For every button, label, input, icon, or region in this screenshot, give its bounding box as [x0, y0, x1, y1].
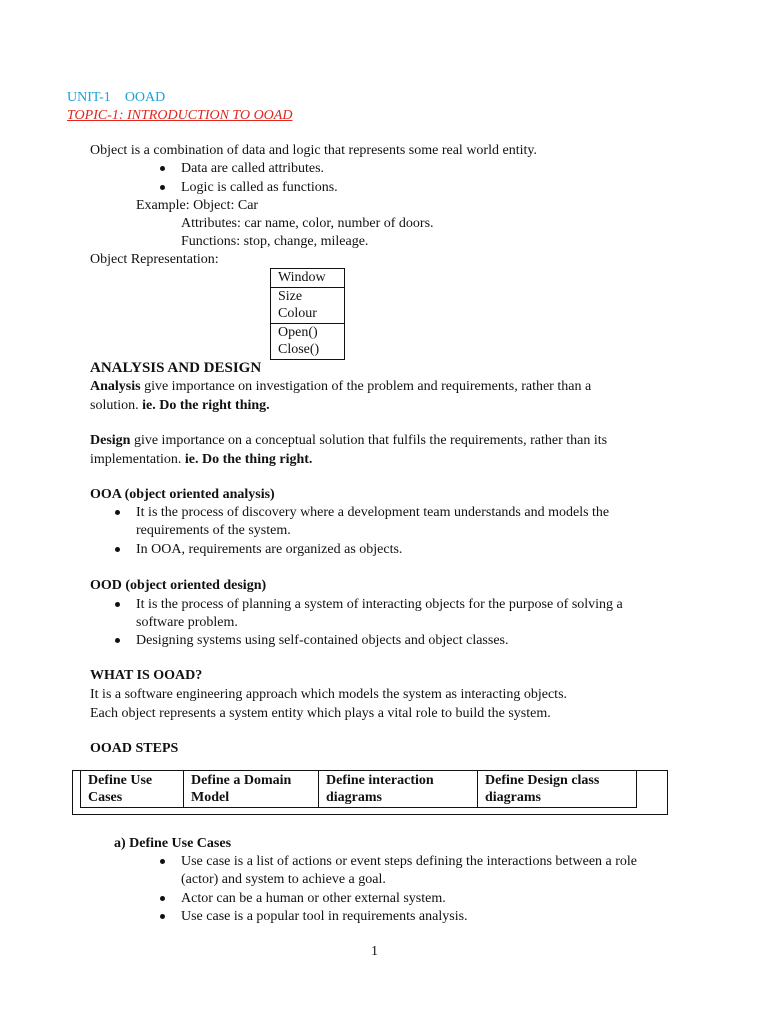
analysis-term: Analysis: [90, 379, 141, 394]
bullet-icon: [115, 638, 120, 643]
step-define-interaction-diagrams: [319, 771, 478, 808]
step-cell-line: Define a Domain: [191, 773, 292, 788]
object-bullet-attributes: Data are called attributes.: [181, 161, 325, 176]
design-term: Design: [90, 433, 131, 448]
analysis-design-heading: ANALYSIS AND DESIGN: [90, 360, 262, 376]
bullet-icon: [160, 914, 165, 919]
what-is-ooad-heading: WHAT IS OOAD?: [90, 668, 203, 683]
object-example: Example: Object: Car: [136, 198, 259, 213]
bullet-icon: [160, 859, 165, 864]
unit-label: [67, 89, 165, 107]
analysis-line-1: [90, 378, 591, 396]
object-representation-box: [270, 268, 345, 360]
topic-title: TOPIC-1: INTRODUCTION TO OOAD: [67, 108, 293, 123]
design-line-1: [90, 432, 607, 450]
design-text-2: implementation.: [90, 452, 185, 467]
object-method: Open(): [278, 324, 318, 340]
analysis-text: give importance on investigation of the problem and requirements, rather than a: [140, 379, 592, 394]
ooad-steps-heading: OOAD STEPS: [90, 741, 179, 756]
ood-bullet-1-cont: software problem.: [136, 615, 238, 630]
bullet-icon: [160, 185, 165, 190]
use-cases-bullet-3: Use case is a popular tool in requirements analysis.: [181, 909, 468, 924]
ood-bullet-2: Designing systems using self-contained objects and object classes.: [136, 633, 509, 648]
object-method: Close(): [278, 342, 320, 357]
step-cell-line: Cases: [88, 790, 123, 805]
step-define-design-class-diagrams: [478, 771, 637, 808]
ooa-bullet-2: In OOA, requirements are organized as objects.: [136, 542, 403, 557]
analysis-line-2: [90, 397, 270, 415]
ood-bullet-1: It is the process of planning a system of interacting objects for the purpose of solving a: [136, 597, 623, 612]
what-is-ooad-line-2: Each object represents a system entity which plays a vital role to build the system.: [90, 706, 551, 721]
object-attribute: Size: [278, 288, 303, 304]
use-cases-bullet-1-cont: (actor) and system to achieve a goal.: [181, 872, 386, 887]
object-class-name: Window: [278, 270, 326, 285]
bullet-icon: [160, 896, 165, 901]
bullet-icon: [115, 602, 120, 607]
step-cell-line: diagrams: [485, 790, 541, 805]
object-attribute: Colour: [278, 306, 317, 321]
ood-heading: OOD (object oriented design): [90, 578, 267, 593]
analysis-emphasis: ie. Do the right thing.: [142, 398, 270, 413]
object-attributes-section: [271, 287, 344, 323]
step-define-domain-model: [184, 771, 319, 808]
step-define-use-cases: [81, 771, 184, 808]
ooa-bullet-1: It is the process of discovery where a development team understands and models the: [136, 505, 610, 520]
step-cell-line: Define Use: [88, 773, 153, 788]
object-bullet-functions: Logic is called as functions.: [181, 180, 338, 195]
design-line-2: [90, 451, 312, 469]
unit-number: UNIT-1: [67, 90, 111, 105]
use-cases-heading: a) Define Use Cases: [114, 836, 232, 851]
what-is-ooad-line-1: It is a software engineering approach which models the system as interacting objects.: [90, 687, 568, 702]
step-cell-line: diagrams: [326, 790, 382, 805]
object-methods-section: [271, 323, 344, 359]
use-cases-bullet-1: Use case is a list of actions or event steps defining the interactions between a role: [181, 854, 638, 869]
design-text: give importance on a conceptual solution that fulfils the requirements, rather than its: [130, 433, 608, 448]
unit-name: OOAD: [124, 90, 166, 105]
page-number: 1: [371, 944, 378, 959]
step-cell-line: Model: [191, 790, 230, 805]
ooa-bullet-1-cont: requirements of the system.: [136, 523, 291, 538]
use-cases-bullet-2: Actor can be a human or other external system.: [181, 891, 446, 906]
step-cell-line: Define Design class: [485, 773, 600, 788]
object-representation-label: Object Representation:: [90, 252, 219, 267]
bullet-icon: [115, 547, 120, 552]
design-emphasis: ie. Do the thing right.: [184, 452, 313, 467]
ooa-heading: OOA (object oriented analysis): [90, 487, 275, 502]
object-example-attributes: Attributes: car name, color, number of doors.: [181, 216, 434, 231]
object-example-functions: Functions: stop, change, mileage.: [181, 234, 369, 249]
bullet-icon: [160, 166, 165, 171]
bullet-icon: [115, 510, 120, 515]
step-cell-line: Define interaction: [326, 773, 434, 788]
ooad-steps-table: [80, 770, 637, 808]
analysis-text-2: solution.: [90, 398, 143, 413]
object-definition: Object is a combination of data and logic that represents some real world entity.: [90, 143, 537, 158]
